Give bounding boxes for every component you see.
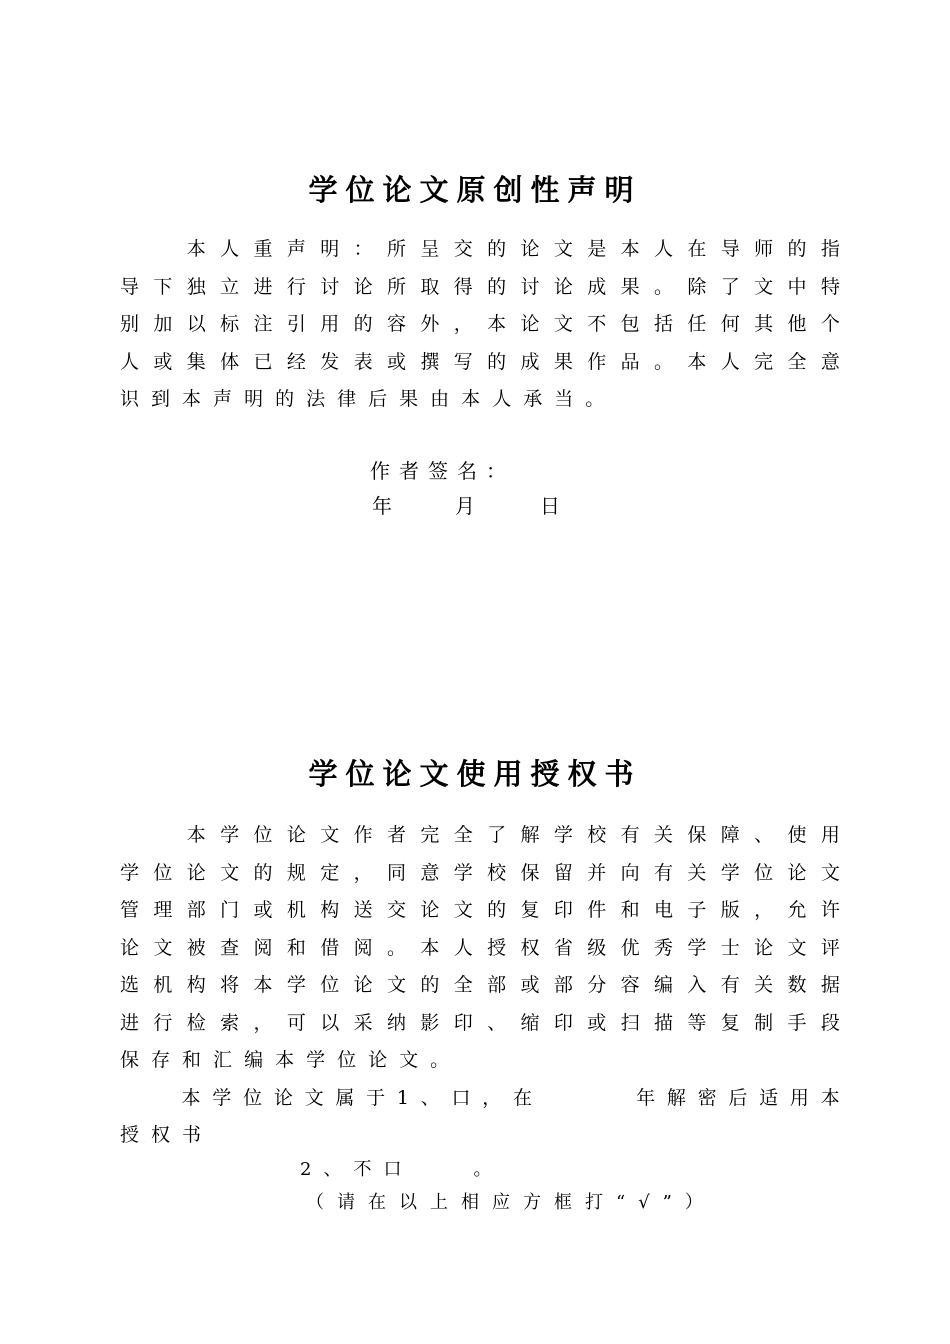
authorization-text-line: 授 权 书: [120, 1124, 202, 1146]
authorization-text-line: 本 学 位 论 文 属 于 1 、 口 ， 在 年 解 密 后 适 用 本: [181, 1086, 840, 1109]
declaration-title: 学位论文原创性声明: [308, 173, 642, 207]
authorization-text-line: 管 理 部 门 或 机 构 送 交 论 文 的 复 印 件 和 电 子 版 ， 允 许: [120, 899, 840, 921]
authorization-text-line: 论 文 被 查 阅 和 借 阅 。 本 人 授 权 省 级 优 秀 学 士 论 文 评: [120, 936, 840, 959]
author-signature-label: 作者签名：: [370, 459, 515, 483]
date-year-label: 年: [372, 494, 392, 518]
declaration-text-line: 本 人 重 声 明 ： 所 呈 交 的 论 文 是 本 人 在 导 师 的 指: [186, 238, 840, 260]
authorization-title: 学位论文使用授权书: [308, 757, 642, 791]
authorization-text-line: 学 位 论 文 的 规 定 ， 同 意 学 校 保 留 并 向 有 关 学 位 论 文: [120, 861, 840, 884]
date-month-label: 月: [455, 494, 475, 518]
authorization-text-line: 选 机 构 将 本 学 位 论 文 的 全 部 或 部 分 容 编 入 有 关 数 据: [120, 974, 840, 996]
authorization-text-line: 本 学 位 论 文 作 者 完 全 了 解 学 校 有 关 保 障 、 使 用: [186, 824, 840, 846]
authorization-text-line: 保 存 和 汇 编 本 学 位 论 文 。: [120, 1049, 450, 1071]
checkbox-instruction: （请在以上相应方框打“√”）: [306, 1192, 716, 1213]
authorization-body: [120, 822, 840, 1160]
declaration-text-line: 导 下 独 立 进 行 讨 论 所 取 得 的 讨 论 成 果 。 除 了 文 中 特: [120, 275, 840, 298]
option-2-line: 2、不口 。: [300, 1159, 504, 1180]
declaration-text-line: 人 或 集 体 已 经 发 表 或 撰 写 的 成 果 作 品 。 本 人 完 全 意: [120, 350, 840, 373]
declaration-text-line: 识 到 本 声 明 的 法 律 后 果 由 本 人 承 当 。: [120, 388, 605, 410]
date-day-label: 日: [540, 494, 560, 518]
declaration-body: [120, 236, 840, 424]
authorization-text-line: 进 行 检 索 ， 可 以 采 纳 影 印 、 缩 印 或 扫 描 等 复 制 手 段: [120, 1011, 840, 1034]
declaration-text-line: 别 加 以 标 注 引 用 的 容 外 ， 本 论 文 不 包 括 任 何 其 他 个: [120, 313, 840, 335]
